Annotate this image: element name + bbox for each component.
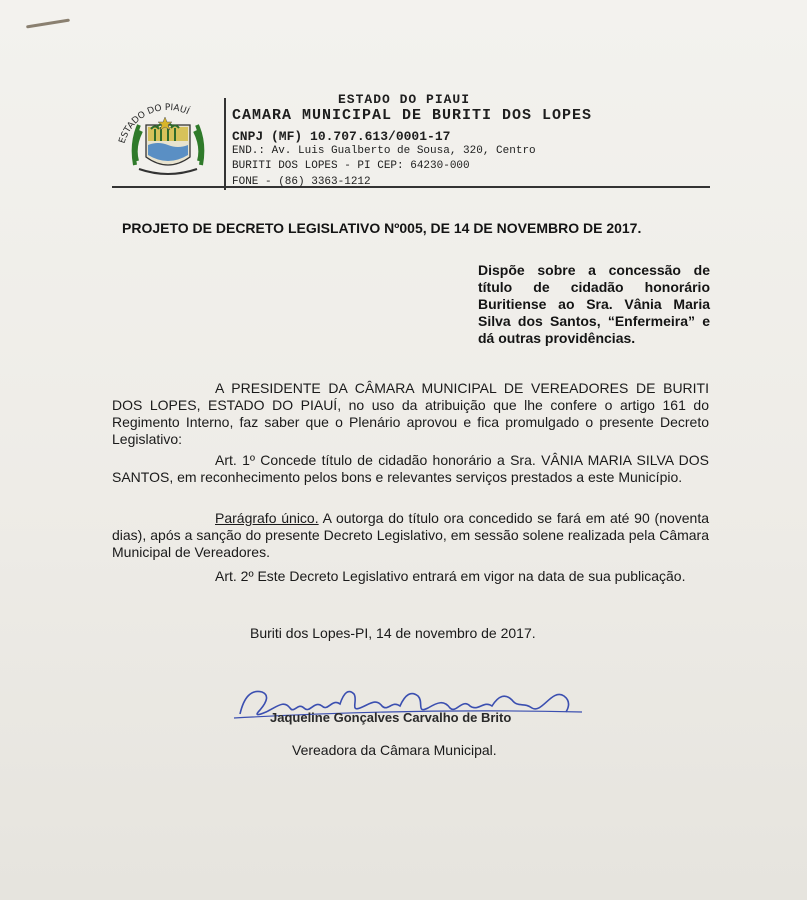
signer-name: Jaqueline Gonçalves Carvalho de Brito	[270, 710, 512, 725]
sole-paragraph	[112, 510, 709, 561]
letterhead-cnpj: CNPJ (MF) 10.707.613/0001-17	[232, 129, 451, 144]
signer-role: Vereadora da Câmara Municipal.	[292, 742, 497, 758]
municipal-seal-icon	[113, 95, 223, 187]
letterhead-institution: CAMARA MUNICIPAL DE BURITI DOS LOPES	[232, 107, 593, 124]
preamble-paragraph: A PRESIDENTE DA CÂMARA MUNICIPAL DE VEREADORES DE BURITI DOS LOPES, ESTADO DO PIAUÍ, no uso da atribuição que lhe confere o artigo 161 do Regimento Interno, faz saber que o Plenário aprovou e fica promulgado o presente Decreto Legislativo:	[112, 380, 709, 447]
letterhead-phone: FONE - (86) 3363-1212	[232, 176, 371, 188]
document-title: PROJETO DE DECRETO LEGISLATIVO Nº005, DE 14 DE NOVEMBRO DE 2017.	[122, 220, 642, 236]
letterhead-state: ESTADO DO PIAUI	[338, 92, 471, 107]
letterhead-address: END.: Av. Luis Gualberto de Sousa, 320, Centro	[232, 145, 536, 157]
letterhead-divider-horizontal	[112, 186, 710, 188]
sole-paragraph-text: A outorga do título ora concedido se fará em até 90 (noventa dias), após a sanção do presente Decreto Legislativo, em sessão solene realizada pela Câmara Municipal de Vereadores.	[112, 510, 710, 560]
seal-text: ESTADO DO PIAUÍ	[117, 102, 191, 145]
letterhead-divider-vertical	[224, 98, 226, 190]
article-2: Art. 2º Este Decreto Legislativo entrará em vigor na data de sua publicação.	[215, 568, 686, 584]
sole-paragraph-label: Parágrafo único.	[215, 510, 319, 526]
document-ementa: Dispõe sobre a concessão de título de cidadão honorário Buritiense ao Sra. Vânia Maria Silva dos Santos, “Enfermeira” e dá outras providências.	[478, 262, 710, 346]
article-1: Art. 1º Concede título de cidadão honorário a Sra. VÂNIA MARIA SILVA DOS SANTOS, em reconhecimento pelos bons e relevantes serviços prestados a este Município.	[112, 452, 709, 485]
staple	[26, 19, 70, 29]
letterhead-city: BURITI DOS LOPES - PI CEP: 64230-000	[232, 160, 470, 172]
place-date: Buriti dos Lopes-PI, 14 de novembro de 2017.	[250, 625, 536, 641]
